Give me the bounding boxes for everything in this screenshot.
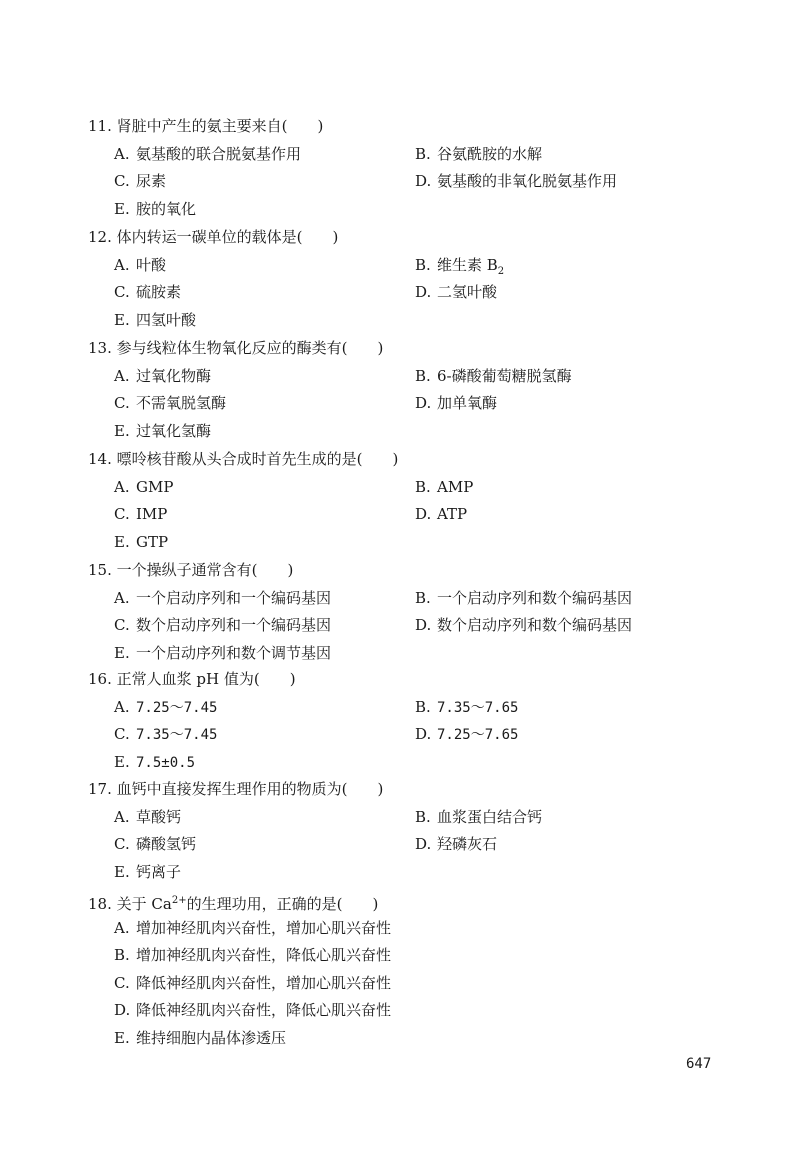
option-label: C. xyxy=(114,283,130,301)
option-b xyxy=(415,585,632,613)
option-text: 7.25～7.45 xyxy=(136,699,218,716)
option-e xyxy=(88,529,728,557)
superscript: 2+ xyxy=(171,895,187,906)
option-text: 二氢叶酸 xyxy=(437,283,498,301)
option-text: 6-磷酸葡萄糖脱氢酶 xyxy=(437,366,572,385)
option-text: 一个启动序列和数个编码基因 xyxy=(437,588,633,607)
question-text: 一个操纵子通常含有( ) xyxy=(116,561,294,579)
option-text: 维持细胞内晶体渗透压 xyxy=(136,1028,287,1047)
option-label: B. xyxy=(415,807,431,826)
option-text: 7.35～7.65 xyxy=(437,699,519,716)
option-text: 7.25～7.65 xyxy=(437,727,519,743)
option-b xyxy=(415,804,542,832)
option-text: 草酸钙 xyxy=(136,807,182,826)
option-label: C. xyxy=(114,394,130,412)
option-label: E. xyxy=(114,643,130,662)
question-stem xyxy=(88,666,728,694)
option-label: C. xyxy=(114,725,130,743)
question-text: 正常人血浆 pH 值为( ) xyxy=(116,670,296,688)
option-label: D. xyxy=(415,172,432,190)
option-text: 降低神经肌肉兴奋性，增加心肌兴奋性 xyxy=(136,973,392,992)
option-text: 叶酸 xyxy=(136,255,167,274)
option-c xyxy=(114,721,217,749)
option-text: 不需氧脱氢酶 xyxy=(136,394,227,412)
subscript: 2 xyxy=(497,265,505,277)
question-number: 18. xyxy=(88,895,112,913)
option-label: B. xyxy=(415,588,431,607)
option-e xyxy=(88,749,728,777)
option-e xyxy=(88,640,728,668)
option-text: 加单氧酶 xyxy=(437,394,498,412)
question-text-prefix: 关于 Ca xyxy=(116,895,172,913)
option-text: 过氧化物酶 xyxy=(136,366,212,385)
option-text: AMP xyxy=(437,477,474,496)
option-label: B. xyxy=(415,697,431,716)
option-c xyxy=(114,279,181,307)
option-d xyxy=(415,831,497,859)
question-text: 体内转运一碳单位的载体是( ) xyxy=(116,228,339,246)
option-label: C. xyxy=(114,973,130,992)
option-text: 羟磷灰石 xyxy=(437,835,498,853)
option-b xyxy=(415,474,473,502)
question-text-suffix: 的生理功用，正确的是( ) xyxy=(186,895,379,913)
option-d xyxy=(415,279,497,307)
option-label: D. xyxy=(415,283,432,301)
option-label: B. xyxy=(114,946,130,964)
option-text: 增加神经肌肉兴奋性，降低心肌兴奋性 xyxy=(136,946,392,964)
question-stem xyxy=(88,557,728,585)
question-13 xyxy=(88,335,728,445)
option-label: C. xyxy=(114,172,130,190)
option-text: 7.35～7.45 xyxy=(136,727,218,743)
page-number: 647 xyxy=(686,1056,712,1072)
option-text: 尿素 xyxy=(136,172,167,190)
option-d xyxy=(88,997,728,1025)
question-stem xyxy=(88,113,728,141)
option-label: E. xyxy=(114,310,130,329)
option-c xyxy=(88,970,728,998)
option-text: 过氧化氢酶 xyxy=(136,421,212,440)
option-label: D. xyxy=(415,394,432,412)
question-number: 14. xyxy=(88,450,112,468)
option-a xyxy=(114,363,211,391)
question-text: 血钙中直接发挥生理作用的物质为( ) xyxy=(116,780,384,798)
option-text: GTP xyxy=(136,532,169,551)
option-c xyxy=(114,831,196,859)
option-d xyxy=(415,612,632,640)
option-label: A. xyxy=(114,807,130,826)
question-number: 16. xyxy=(88,670,112,688)
option-text: 增加神经肌肉兴奋性，增加心肌兴奋性 xyxy=(136,918,392,937)
option-b xyxy=(415,141,542,169)
option-label: D. xyxy=(415,505,432,523)
option-label: A. xyxy=(114,144,130,163)
option-text: GMP xyxy=(136,477,174,496)
option-text: 一个启动序列和数个调节基因 xyxy=(136,643,332,662)
option-text: 数个启动序列和一个编码基因 xyxy=(136,616,332,634)
question-17 xyxy=(88,776,728,886)
option-label: E. xyxy=(114,532,130,551)
option-label: C. xyxy=(114,616,130,634)
option-text: 磷酸氢钙 xyxy=(136,835,197,853)
option-text: 钙离子 xyxy=(136,862,182,881)
option-c xyxy=(114,501,167,529)
question-12 xyxy=(88,224,728,334)
option-b xyxy=(415,252,504,280)
question-18 xyxy=(88,887,728,1052)
question-15 xyxy=(88,557,728,667)
option-label: D. xyxy=(415,616,432,634)
option-label: B. xyxy=(415,144,431,163)
option-text: 维生素 B xyxy=(437,255,498,274)
option-label: D. xyxy=(415,835,432,853)
option-a xyxy=(114,252,166,280)
question-number: 12. xyxy=(88,228,112,246)
option-a xyxy=(114,694,217,722)
option-label: E. xyxy=(114,1028,130,1047)
option-text: 氨基酸的非氧化脱氨基作用 xyxy=(437,172,618,190)
question-11 xyxy=(88,113,728,223)
question-stem xyxy=(88,446,728,474)
option-c xyxy=(114,390,226,418)
option-e xyxy=(88,307,728,335)
option-label: A. xyxy=(114,588,130,607)
option-label: A. xyxy=(114,255,130,274)
option-label: E. xyxy=(114,752,130,771)
option-label: C. xyxy=(114,505,130,523)
option-d xyxy=(415,168,617,196)
option-e xyxy=(88,418,728,446)
option-e xyxy=(88,1025,728,1053)
option-text: 氨基酸的联合脱氨基作用 xyxy=(136,144,302,163)
question-number: 17. xyxy=(88,780,112,798)
option-text: 降低神经肌肉兴奋性，降低心肌兴奋性 xyxy=(136,1001,392,1019)
question-number: 11. xyxy=(88,117,112,135)
option-label: A. xyxy=(114,697,130,716)
option-a xyxy=(114,804,181,832)
question-number: 15. xyxy=(88,561,112,579)
option-text: 谷氨酰胺的水解 xyxy=(437,144,543,163)
option-c xyxy=(114,168,166,196)
option-text: ATP xyxy=(437,505,468,523)
option-label: E. xyxy=(114,862,130,881)
option-a xyxy=(114,141,301,169)
question-text: 参与线粒体生物氧化反应的酶类有( ) xyxy=(116,339,384,357)
option-text: 血浆蛋白结合钙 xyxy=(437,807,543,826)
option-e xyxy=(88,196,728,224)
option-label: A. xyxy=(114,918,130,937)
option-text: 数个启动序列和数个编码基因 xyxy=(437,616,633,634)
option-d xyxy=(415,501,467,529)
question-number: 13. xyxy=(88,339,112,357)
question-stem xyxy=(88,776,728,804)
option-a xyxy=(114,585,331,613)
option-label: D. xyxy=(415,725,432,743)
option-text: 胺的氧化 xyxy=(136,199,197,218)
question-14 xyxy=(88,446,728,556)
question-stem xyxy=(88,335,728,363)
question-text: 肾脏中产生的氨主要来自( ) xyxy=(116,117,324,135)
option-text: 四氢叶酸 xyxy=(136,310,197,329)
option-d xyxy=(415,390,497,418)
option-label: B. xyxy=(415,477,431,496)
option-label: B. xyxy=(415,366,431,385)
option-label: D. xyxy=(114,1001,131,1019)
question-stem xyxy=(88,887,728,915)
option-c xyxy=(114,612,331,640)
option-text: IMP xyxy=(136,505,168,523)
option-label: E. xyxy=(114,199,130,218)
question-text: 嘌呤核苷酸从头合成时首先生成的是( ) xyxy=(116,450,399,468)
option-label: A. xyxy=(114,477,130,496)
option-text: 硫胺素 xyxy=(136,283,182,301)
option-a xyxy=(88,915,728,943)
option-a xyxy=(114,474,173,502)
option-b xyxy=(415,694,518,722)
option-label: B. xyxy=(415,255,431,274)
option-e xyxy=(88,859,728,887)
question-16 xyxy=(88,666,728,776)
option-d xyxy=(415,721,518,749)
option-label: A. xyxy=(114,366,130,385)
option-label: C. xyxy=(114,835,130,853)
option-text: 一个启动序列和一个编码基因 xyxy=(136,588,332,607)
option-text: 7.5±0.5 xyxy=(136,754,196,771)
option-label: E. xyxy=(114,421,130,440)
option-b xyxy=(88,942,728,970)
question-stem xyxy=(88,224,728,252)
option-b xyxy=(415,363,572,391)
